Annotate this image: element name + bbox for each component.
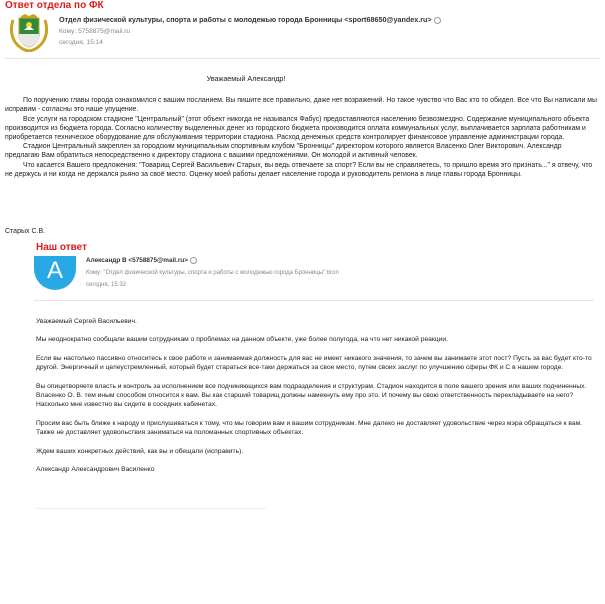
email1-paragraph: Что касается Вашего предложения: "Товарищ Сергей Васильевич Старых, вы ведь отвечаете за спорт? Если вы не справляетесь, то пришло время это признать..." я отвечу, что не держусь и ни когда не держался рьяно за своё место. Оценку моей работы делает население города и руководитель региона в лице главы города Бронницы. [5, 161, 593, 178]
email1-sender[interactable] [59, 15, 441, 24]
email1-sender-label: Отдел физической культуры, спорта и работы с молодежью города Бронницы <sport68650@yandex.ru> [59, 15, 432, 24]
divider [36, 508, 266, 509]
email2-paragraph: Вы опицетворяете власть и контроль за исполнением все подчиняющихся вам подразделения и структурам. Стадион находится в поле вашего зрения или ваших подчиненных. Власенко О. В. тем иным способом относится к вам. Вы как старший товарищ должны намекнуть ему про это. И почему вы свою ответственность перекладываете на него? Насколько мне известно вы сидите в соседних кабинетах. [36, 382, 587, 409]
email2-header [34, 252, 594, 294]
email2-sender-label: Александр В <5758875@mail.ru> [86, 257, 188, 265]
our-reply-heading: Наш ответ [36, 242, 87, 253]
email1-paragraph: Все услуги на городском стадионе "Центральный" (этот объект никогда не назывался Фабус) предоставляются населению безвозмездно. Содержание муниципального объекта производится из бюджета города. Согласно количеству выделенных денег из городского бюджета производится оплата коммунальных услуг, выплачивается зарплата работникам и приобретается техническое оборудование для обслуживания территории стадиона. Расход денежных средств контролирует финансовое управление администрации города. [5, 115, 590, 142]
email2-greeting: Уважаемый Сергей Васильевич. [36, 318, 137, 325]
email2-paragraph: Просим вас быть ближе к народу и прислушиваться к тому, что мы говорим вам и вашим сотрудникам. Мне далеко не доставляет удовольствие через мэра обращаться к вам. Также не доставляет удовольствия заниматься на поломанных спортивных объектах. [36, 419, 583, 437]
email1-body [5, 74, 597, 179]
avatar: А [34, 256, 76, 290]
dept-reply-heading: Ответ отдела по ФК [5, 0, 104, 11]
email2-paragraph: Если вы настолько пассивно относитесь к свое работе и занимаемая должность для вас не имеет никакого значения, то зачем вы занимаете этот пост? Пусть за вас будет кто-то другой. Энергичный и целеустремленный, который будет стараться все-таки держаться за свое место, путем своих заслуг по улучшению сферы ФК и С в нашем городе. [36, 354, 592, 372]
email1-paragraph: По поручению главы города ознакомился с вашим посланием. Вы пишите все правильно, даже нет возражений. Но такое чувство что Вас кто то обидел. Все что Вы написали мы исправим - согласны это наше упущение. [5, 97, 597, 114]
email1-signature: Старых С.В. [5, 228, 46, 235]
divider [5, 58, 600, 59]
email2-recipient: Кому: "Отдел физической культуры, спорта и работы с молодежью города Бронницы" bron [86, 270, 339, 276]
email2-sender[interactable] [86, 257, 197, 264]
email2-paragraph: Ждем ваших конкретных действий, как вы и обещали (исправить). [36, 447, 244, 455]
divider [34, 300, 594, 301]
email1-paragraph: Стадион Центральный закреплен за городским муниципальным спортивным клубом "Бронницы" директором которого является Власенко Олег Викторович. Александр предлагаю Вам обратиться непосредственно к директору стадиона с вашими предложениями. Он молодой и активный человек. [5, 143, 562, 160]
email2-paragraph: Мы неоднократно сообщали вашим сотрудникам о проблемах на данном объекте, уже более полугода, на что нет никакой реакции. [36, 336, 448, 344]
email2-signature: Александр Александрович Василенко [36, 466, 155, 474]
search-icon[interactable] [434, 17, 441, 24]
email1-date: сегодня, 15:14 [59, 39, 103, 46]
email1-recipient: Кому: 5758875@mail.ru [59, 28, 131, 35]
search-icon[interactable] [190, 257, 197, 264]
email2-date: сегодня, 15:32 [86, 282, 127, 288]
email1-greeting: Уважаемый Александр! [206, 74, 286, 83]
city-crest-icon [7, 14, 51, 52]
email2-body [36, 317, 596, 484]
email1-header [5, 12, 600, 52]
